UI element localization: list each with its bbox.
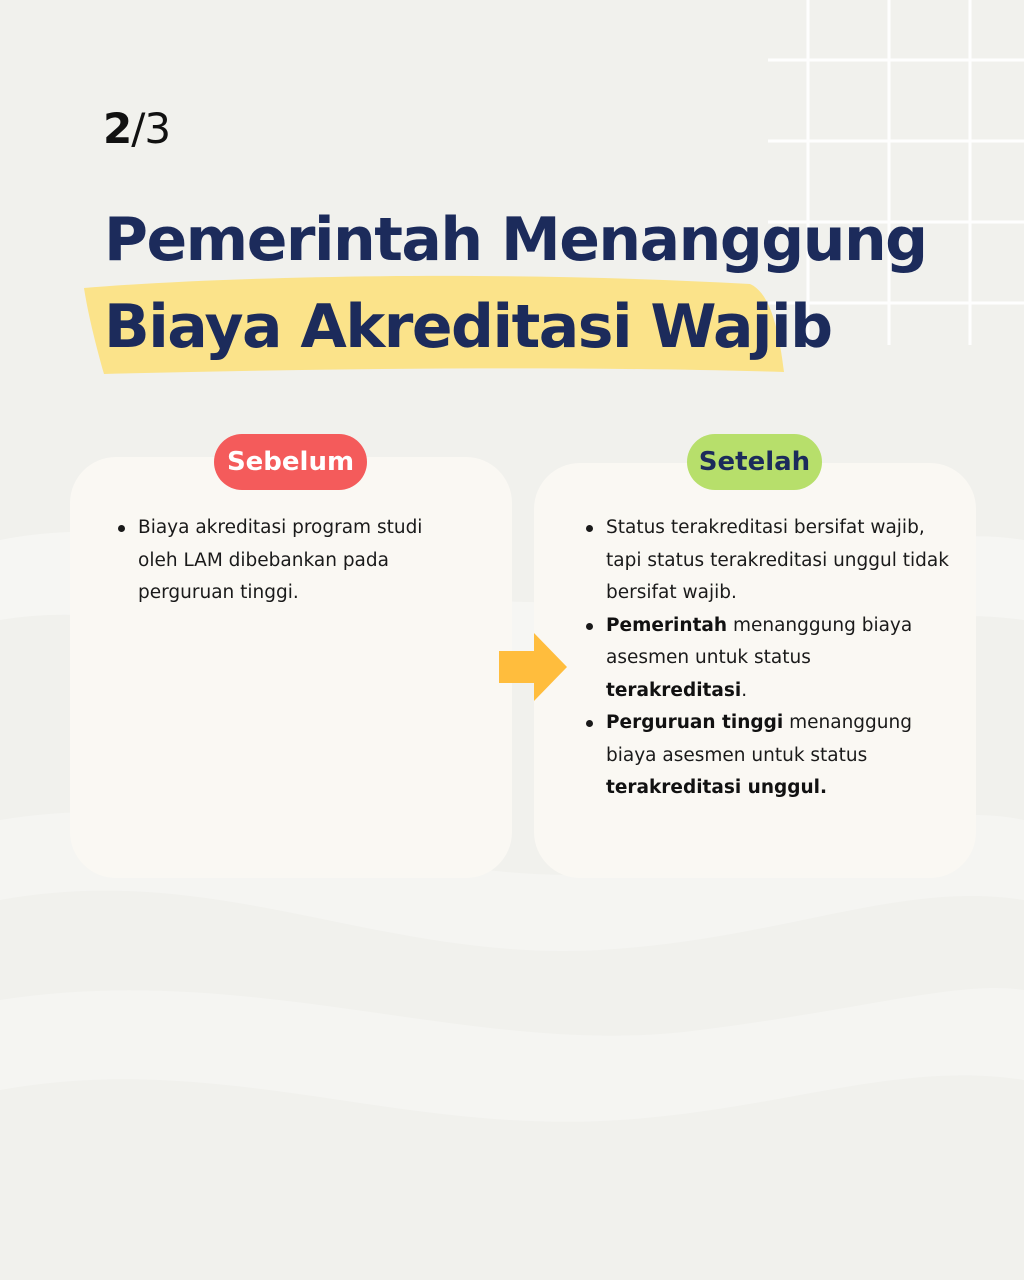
- bullet-icon: [118, 525, 125, 532]
- bullet-icon: [586, 623, 593, 630]
- title-line-1: Pemerintah Menanggung: [104, 205, 927, 275]
- list-item: [118, 512, 458, 610]
- list-item-bold: terakreditasi: [606, 679, 742, 701]
- list-item: [586, 512, 956, 610]
- list-item: [586, 707, 956, 805]
- list-item-text: Biaya akreditasi program studi oleh LAM dibebankan pada perguruan tinggi.: [138, 517, 423, 603]
- bullet-icon: [586, 720, 593, 727]
- page-separator: /: [131, 104, 145, 153]
- list-item-text: .: [741, 679, 748, 701]
- title-line-2: Biaya Akreditasi Wajib: [104, 292, 832, 362]
- list-item-text: menanggung biaya asesmen untuk status: [606, 614, 913, 668]
- after-list: [586, 512, 956, 805]
- list-item-text: menanggung biaya asesmen untuk status: [606, 712, 912, 766]
- arrow-right-icon: [498, 632, 568, 702]
- list-item-text: Status terakreditasi bersifat wajib, tapi status terakreditasi unggul tidak bersifat wajib.: [606, 517, 949, 603]
- after-badge: Setelah: [687, 434, 822, 490]
- list-item-bold: Pemerintah: [606, 614, 728, 636]
- bullet-icon: [586, 525, 593, 532]
- list-item-bold: terakreditasi unggul.: [606, 777, 828, 798]
- list-item-bold: Perguruan tinggi: [606, 712, 784, 733]
- before-badge: Sebelum: [214, 434, 367, 490]
- page-counter: [103, 104, 170, 153]
- list-item: [586, 610, 956, 708]
- page-total: 3: [144, 104, 171, 153]
- before-list: [118, 512, 458, 610]
- page-current: 2: [103, 104, 132, 153]
